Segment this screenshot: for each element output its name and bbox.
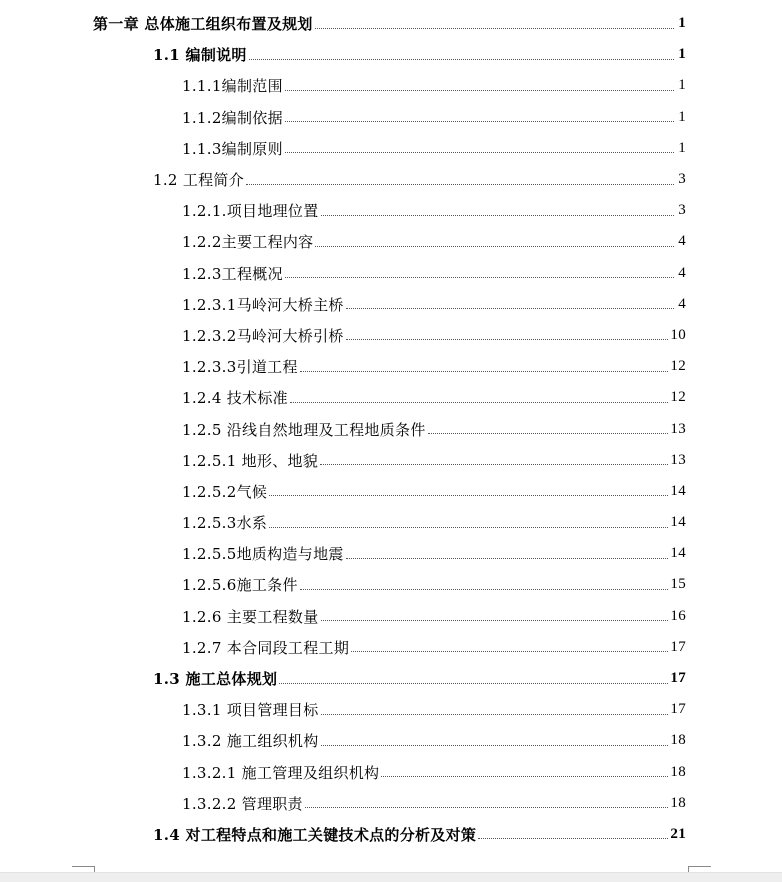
toc-entry[interactable]	[0, 632, 782, 663]
toc-entry[interactable]	[0, 601, 782, 632]
toc-dot-leader	[320, 464, 668, 465]
toc-entry-title: 1.2.1.项目地理位置	[182, 202, 319, 221]
toc-entry-page-number: 10	[670, 326, 686, 343]
toc-entry-title: 1.1 编制说明	[153, 46, 247, 65]
toc-entry-page-number: 1	[678, 46, 686, 63]
page-bottom-edge	[0, 872, 782, 882]
toc-entry[interactable]	[0, 663, 782, 694]
toc-dot-leader	[346, 558, 669, 559]
toc-entry[interactable]	[0, 382, 782, 413]
toc-entry-page-number: 1	[678, 77, 686, 94]
toc-entry[interactable]	[0, 725, 782, 756]
toc-entry[interactable]	[0, 102, 782, 133]
toc-entry-title: 1.2.6 主要工程数量	[182, 607, 319, 626]
toc-entry-title: 1.3 施工总体规划	[153, 670, 278, 689]
toc-dot-leader	[246, 184, 674, 185]
toc-entry-page-number: 1	[678, 108, 686, 125]
toc-entry[interactable]	[0, 351, 782, 382]
toc-entry-title: 1.2.5.3水系	[182, 514, 268, 533]
toc-entry-page-number: 4	[678, 233, 686, 250]
toc-dot-leader	[321, 745, 669, 746]
toc-entry-title: 1.2.2主要工程内容	[182, 233, 314, 252]
toc-entry-title: 1.2.5.6施工条件	[182, 576, 298, 595]
toc-entry-page-number: 12	[670, 389, 686, 406]
toc-entry-page-number: 17	[670, 701, 686, 718]
toc-entry-title: 1.2.3.3引道工程	[182, 358, 298, 377]
toc-dot-leader	[428, 433, 669, 434]
toc-dot-leader	[290, 402, 668, 403]
toc-entry-page-number: 1	[678, 139, 686, 156]
toc-dot-leader	[269, 495, 668, 496]
toc-entry-page-number: 12	[670, 358, 686, 375]
toc-entry-title: 1.2.3.2马岭河大桥引桥	[182, 326, 344, 345]
toc-entry-page-number: 1	[678, 15, 686, 32]
toc-dot-leader	[300, 371, 669, 372]
toc-entry[interactable]	[0, 788, 782, 819]
toc-dot-leader	[321, 714, 669, 715]
toc-entry-title: 1.2.3工程概况	[182, 264, 283, 283]
toc-entry-title: 1.1.3编制原则	[182, 139, 283, 158]
toc-dot-leader	[285, 90, 674, 91]
toc-entry[interactable]	[0, 8, 782, 39]
toc-entry-title: 1.2.5 沿线自然地理及工程地质条件	[182, 420, 426, 439]
toc-entry-title: 1.2 工程简介	[153, 171, 245, 190]
toc-entry-page-number: 13	[670, 420, 686, 437]
toc-dot-leader	[478, 838, 668, 839]
toc-entry[interactable]	[0, 164, 782, 195]
toc-entry-title: 1.2.5.5地质构造与地震	[182, 545, 344, 564]
toc-entry[interactable]	[0, 819, 782, 850]
toc-dot-leader	[285, 277, 674, 278]
toc-entry-page-number: 14	[670, 514, 686, 531]
toc-dot-leader	[315, 28, 674, 29]
toc-dot-leader	[269, 527, 668, 528]
toc-entry-title: 1.1.1编制范围	[182, 77, 283, 96]
toc-entry-page-number: 15	[670, 576, 686, 593]
toc-entry-page-number: 3	[678, 171, 686, 188]
toc-dot-leader	[351, 651, 668, 652]
toc-dot-leader	[279, 683, 668, 684]
toc-entry-title: 1.2.7 本合同段工程工期	[182, 638, 350, 657]
toc-entry[interactable]	[0, 258, 782, 289]
toc-entry[interactable]	[0, 569, 782, 600]
toc-dot-leader	[305, 807, 669, 808]
toc-entry-page-number: 13	[670, 451, 686, 468]
toc-entry-title: 1.4 对工程特点和施工关键技术点的分析及对策	[153, 825, 477, 844]
toc-entry-title: 1.2.5.1 地形、地貌	[182, 451, 319, 470]
toc-entry-page-number: 4	[678, 264, 686, 281]
toc-dot-leader	[321, 620, 669, 621]
toc-entry-page-number: 14	[670, 482, 686, 499]
toc-dot-leader	[346, 339, 669, 340]
toc-entry[interactable]	[0, 507, 782, 538]
toc-entry[interactable]	[0, 39, 782, 70]
toc-entry-title: 1.3.1 项目管理目标	[182, 701, 319, 720]
toc-dot-leader	[300, 589, 669, 590]
toc-dot-leader	[381, 776, 668, 777]
toc-entry[interactable]	[0, 413, 782, 444]
toc-entry-title: 1.2.4 技术标准	[182, 389, 288, 408]
toc-entry-title: 第一章 总体施工组织布置及规划	[93, 15, 313, 34]
toc-entry[interactable]	[0, 320, 782, 351]
toc-entry-title: 1.1.2编制依据	[182, 108, 283, 127]
toc-dot-leader	[315, 246, 674, 247]
toc-entry-page-number: 18	[670, 732, 686, 749]
toc-entry[interactable]	[0, 445, 782, 476]
toc-dot-leader	[346, 308, 674, 309]
toc-dot-leader	[285, 152, 674, 153]
toc-entry-page-number: 3	[678, 202, 686, 219]
toc-entry-page-number: 17	[670, 670, 686, 687]
toc-entry-title: 1.2.5.2气候	[182, 482, 268, 501]
toc-entry[interactable]	[0, 757, 782, 788]
toc-entry[interactable]	[0, 538, 782, 569]
table-of-contents	[0, 8, 782, 850]
toc-dot-leader	[249, 59, 674, 60]
toc-entry[interactable]	[0, 694, 782, 725]
toc-entry[interactable]	[0, 133, 782, 164]
toc-entry[interactable]	[0, 289, 782, 320]
toc-dot-leader	[285, 121, 674, 122]
toc-entry-page-number: 4	[678, 295, 686, 312]
toc-entry-page-number: 17	[670, 638, 686, 655]
toc-entry[interactable]	[0, 70, 782, 101]
toc-entry-page-number: 16	[670, 607, 686, 624]
toc-dot-leader	[321, 215, 674, 216]
toc-entry-page-number: 21	[670, 825, 686, 842]
toc-entry-page-number: 18	[670, 763, 686, 780]
toc-entry-title: 1.3.2.2 管理职责	[182, 794, 303, 813]
toc-entry-page-number: 14	[670, 545, 686, 562]
toc-entry-title: 1.2.3.1马岭河大桥主桥	[182, 295, 344, 314]
toc-entry-title: 1.3.2.1 施工管理及组织机构	[182, 763, 380, 782]
toc-entry[interactable]	[0, 476, 782, 507]
toc-entry-page-number: 18	[670, 794, 686, 811]
toc-entry[interactable]	[0, 195, 782, 226]
toc-entry[interactable]	[0, 226, 782, 257]
toc-entry-title: 1.3.2 施工组织机构	[182, 732, 319, 751]
